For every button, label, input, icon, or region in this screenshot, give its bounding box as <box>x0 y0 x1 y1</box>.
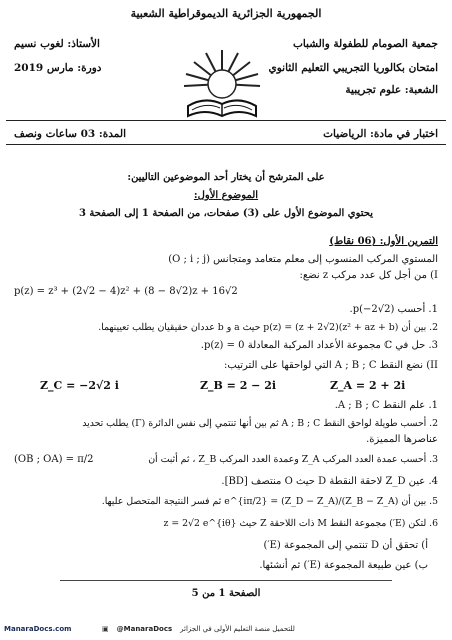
polynomial: p(z) = z³ + (2√2 − 4)z² + (8 − 8√2)z + 16√2 <box>14 286 238 297</box>
exercise-line-2: I) من أجل كل عدد مركب z نضع: <box>299 270 438 281</box>
part2-q3: 3. أحسب عمدة العدد المركب Z_A وعمدة العدد المركب Z_B ، ثم أثبت أن <box>148 454 438 465</box>
part2-q6a: أ) تحقق أن D تنتمي إلى المجموعة (E′) <box>263 540 428 551</box>
teacher-name: الأستاذ: لغوب نسيم <box>14 38 100 50</box>
affix-c: Z_C = −2√2 i <box>40 379 119 392</box>
part2-q6: 6. لتكن (E′) مجموعة النقط M ذات اللاحقة Z حيث z = 2√2 e^{iθ} <box>163 518 438 529</box>
watermark-cta: للتحميل منصة التعليم الأولى في الجزائر <box>180 625 295 633</box>
facebook-icon: ▣ <box>102 625 109 633</box>
exercise-line-1: المستوي المركب المنسوب إلى معلم متعامد ومتجانس (O ; i ; j) <box>168 254 438 265</box>
session-date: دورة: مارس 2019 <box>14 62 102 74</box>
topic-pages: يحتوي الموضوع الأول على (3) صفحات، من الصفحة 1 إلى الصفحة 3 <box>78 208 374 219</box>
republic-title: الجمهورية الجزائرية الديموقراطية الشعبية <box>130 7 322 20</box>
watermark-bar <box>0 618 452 640</box>
part2-q1: 1. علم النقط A ; B ; C. <box>334 400 438 411</box>
part2-q2-cont: عناصرها المميزة. <box>366 434 438 445</box>
question-1: 1. أحسب p(−2√2). <box>349 304 438 315</box>
part2-q4: 4. عين Z_D لاحقة النقطة D حيث O منتصف [BD]. <box>221 476 438 487</box>
branch-label: الشعبة: علوم تجريبية <box>345 84 438 96</box>
subject-label: اختبار في مادة: الرياضيات <box>323 128 438 140</box>
instructions: على المترشح أن يختار أحد الموضوعين التاليين: <box>127 172 325 183</box>
part2-q2: 2. أحسب طويلة لواحق النقط A ; B ; C ثم بين أنها تنتمي إلى نفس الدائرة (Γ) يطلب تحديد <box>82 418 438 429</box>
angle-equation: (OB ; OA) = π/2 <box>14 454 94 465</box>
part2-q6b: ب) عين طبيعة المجموعة (E′) ثم أنشئها. <box>259 560 428 571</box>
watermark-handle[interactable]: @ManaraDocs <box>116 625 173 633</box>
affix-b: Z_B = 2 − 2i <box>200 379 277 392</box>
affix-a: Z_A = 2 + 2i <box>330 379 406 392</box>
watermark-site[interactable]: ManaraDocs.com <box>4 625 72 633</box>
page-number: الصفحة 1 من 5 <box>191 588 261 599</box>
association-name: جمعية الصومام للطفولة والشباب <box>292 38 438 50</box>
header-divider <box>6 120 446 121</box>
question-2: 2. بين أن p(z) = (z + 2√2)(z² + az + b) حيث a و b عددان حقيقيان يطلب تعيينهما. <box>98 322 438 333</box>
school-logo <box>178 44 266 128</box>
footer-divider <box>60 580 392 581</box>
header-divider-bottom <box>6 144 446 145</box>
part-two: II) نضع النقط A ; B ; C التي لواحقها على الترتيب: <box>224 360 438 371</box>
exercise-title: التمرين الأول: (06 نقاط) <box>329 236 438 247</box>
part2-q5: 5. بين أن (Z_B − Z_A)/(Z_D − Z_A) = e^{iπ/2} ثم فسر النتيجة المتحصل عليها. <box>101 496 438 507</box>
duration-label: المدة: 03 ساعات ونصف <box>14 128 126 140</box>
question-3: 3. حل في ℂ مجموعة الأعداد المركبة المعادلة p(z) = 0. <box>200 340 438 351</box>
topic-heading: الموضوع الأول: <box>193 190 259 201</box>
exam-title: امتحان بكالوريا التجريبي التعليم الثانوي <box>268 62 438 74</box>
